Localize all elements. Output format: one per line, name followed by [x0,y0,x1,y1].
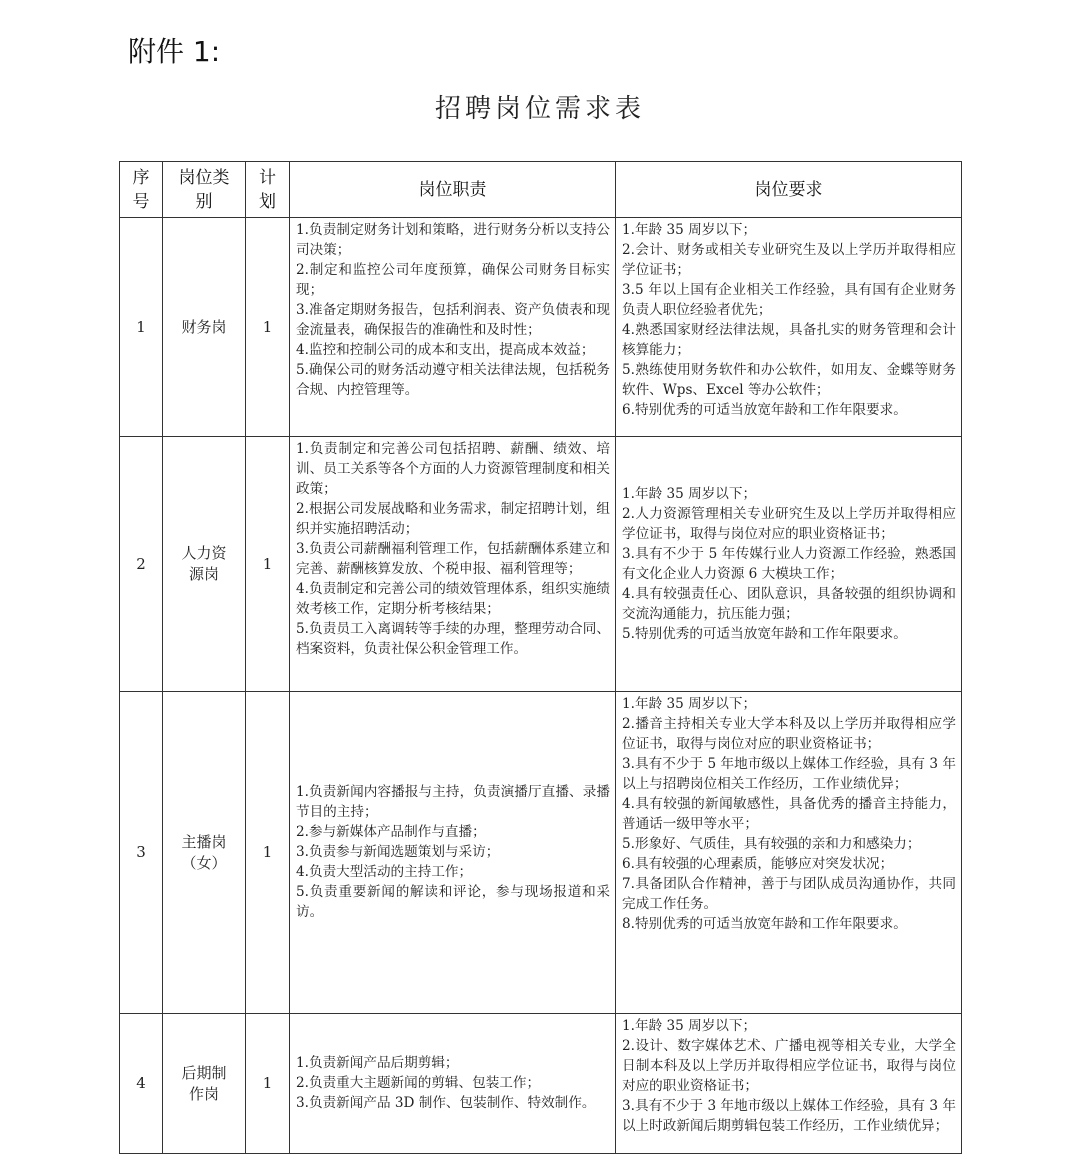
list-item: 4.监控和控制公司的成本和支出，提高成本效益； [296,342,595,358]
duties-cell [290,218,616,437]
duties-cell [290,1014,616,1154]
list-item: 6.具有较强的心理素质，能够应对突发状况； [622,856,894,872]
header-duties: 岗位职责 [290,162,616,218]
category-line: （女） [181,853,227,872]
table-header-row [120,162,962,218]
list-item: 5.负责重要新闻的解读和评论，参与现场报道和采访。 [296,884,610,920]
category-line: 后期制 [181,1063,227,1082]
list-item: 5.特别优秀的可适当放宽年龄和工作年限要求。 [622,625,907,642]
row-number: 4 [120,1014,163,1154]
list-item: 1.年龄 35 周岁以下； [622,485,757,502]
list-item: 1.年龄 35 周岁以下； [622,696,757,712]
list-item: 3.具有不少于 5 年地市级以上媒体工作经验，具有 3 年以上与招聘岗位相关工作经历，工作业绩优异； [622,756,956,792]
table-row [120,1014,962,1154]
hiring-plan-count: 1 [246,692,290,1014]
category-line: 人力资 [181,544,227,562]
table-row [120,692,962,1014]
duties-cell [290,437,616,692]
hiring-plan-count: 1 [246,437,290,692]
list-item: 5.负责员工入离调转等手续的办理，整理劳动合同、档案资料，负责社保公积金管理工作。 [296,621,610,657]
table-row [120,437,962,692]
attachment-label: 附件 1: [128,35,221,68]
category-line: 源岗 [188,565,219,583]
list-item: 2.制定和监控公司年度预算，确保公司财务目标实现； [296,262,610,298]
position-category [163,1014,246,1154]
list-item: 2.会计、财务或相关专业研究生及以上学历并取得相应学位证书； [622,242,956,278]
list-item: 2.播音主持相关专业大学本科及以上学历并取得相应学位证书，取得与岗位对应的职业资格证书； [622,716,956,752]
list-item: 5.熟练使用财务软件和办公软件，如用友、金蝶等财务软件、Wps、Excel 等办公软件； [622,362,956,398]
list-item: 4.具有较强的新闻敏感性，具备优秀的播音主持能力，普通话一级甲等水平； [622,796,956,832]
list-item: 5.确保公司的财务活动遵守相关法律法规，包括税务合规、内控管理等。 [296,362,610,398]
list-item: 4.负责大型活动的主持工作； [296,864,473,880]
table-body [120,218,962,1154]
list-item: 4.熟悉国家财经法律法规，具备扎实的财务管理和会计核算能力； [622,322,956,358]
list-item: 6.特别优秀的可适当放宽年龄和工作年限要求。 [622,402,907,418]
list-item: 2.设计、数字媒体艺术、广播电视等相关专业，大学全日制本科及以上学历并取得相应学位证书，取得与岗位对应的职业资格证书； [622,1038,956,1094]
category-line: 作岗 [188,1084,219,1103]
list-item: 2.负责重大主题新闻的剪辑、包装工作； [296,1075,541,1091]
list-item: 3.负责公司薪酬福利管理工作，包括薪酬体系建立和完善、薪酬核算发放、个税申报、福利管理等； [296,541,610,577]
list-item: 1.年龄 35 周岁以下； [622,222,757,238]
list-item: 1.负责制定财务计划和策略，进行财务分析以支持公司决策； [296,222,610,258]
list-item: 4.负责制定和完善公司的绩效管理体系，组织实施绩效考核工作，定期分析考核结果； [296,581,610,617]
table-row [120,218,962,437]
list-item: 3.具有不少于 5 年传媒行业人力资源工作经验，熟悉国有文化企业人力资源 6 大模块工作； [622,545,956,582]
position-category [163,218,246,437]
list-item: 1.年龄 35 周岁以下； [622,1018,757,1034]
list-item: 3.负责参与新闻选题策划与采访； [296,844,500,860]
list-item: 4.具有较强责任心、团队意识，具备较强的组织协调和交流沟通能力，抗压能力强； [622,585,956,622]
hiring-plan-count: 1 [246,1014,290,1154]
list-item: 7.具备团队合作精神，善于与团队成员沟通协作，共同完成工作任务。 [622,876,956,912]
recruitment-table [119,161,962,1154]
header-requirements: 岗位要求 [616,162,962,218]
list-item: 3.负责新闻产品 3D 制作、包装制作、特效制作。 [296,1095,596,1111]
page-title: 招聘岗位需求表 [434,94,645,124]
list-item: 1.负责制定和完善公司包括招聘、薪酬、绩效、培训、员工关系等各个方面的人力资源管理制度和相关政策； [296,441,610,497]
position-category [163,437,246,692]
requirements-cell [616,1014,962,1154]
row-number: 1 [120,218,163,437]
list-item: 3.准备定期财务报告，包括利润表、资产负债表和现金流量表，确保报告的准确性和及时性； [296,302,610,338]
requirements-cell [616,218,962,437]
requirements-cell [616,692,962,1014]
hiring-plan-count: 1 [246,218,290,437]
list-item: 2.人力资源管理相关专业研究生及以上学历并取得相应学位证书，取得与岗位对应的职业资格证书； [622,505,956,542]
row-number: 2 [120,437,163,692]
list-item: 2.根据公司发展战略和业务需求，制定招聘计划，组织并实施招聘活动； [296,501,610,537]
list-item: 3.具有不少于 3 年地市级以上媒体工作经验，具有 3 年以上时政新闻后期剪辑包装工作经历，工作业绩优异； [622,1098,956,1134]
requirements-cell [616,437,962,692]
header-no: 序 号 [120,162,163,218]
list-item: 8.特别优秀的可适当放宽年龄和工作年限要求。 [622,916,907,932]
list-item: 2.参与新媒体产品制作与直播； [296,824,486,840]
header-category: 岗位类 别 [163,162,246,218]
position-category [163,692,246,1014]
list-item: 1.负责新闻产品后期剪辑； [296,1055,459,1071]
list-item: 1.负责新闻内容播报与主持，负责演播厅直播、录播节目的主持； [296,784,610,820]
list-item: 3.5 年以上国有企业相关工作经验，具有国有企业财务负责人职位经验者优先； [622,282,956,318]
category-line: 财务岗 [181,317,227,336]
row-number: 3 [120,692,163,1014]
category-line: 主播岗 [181,832,227,851]
header-plan: 计 划 [246,162,290,218]
duties-cell [290,692,616,1014]
list-item: 5.形象好、气质佳，具有较强的亲和力和感染力； [622,836,921,852]
